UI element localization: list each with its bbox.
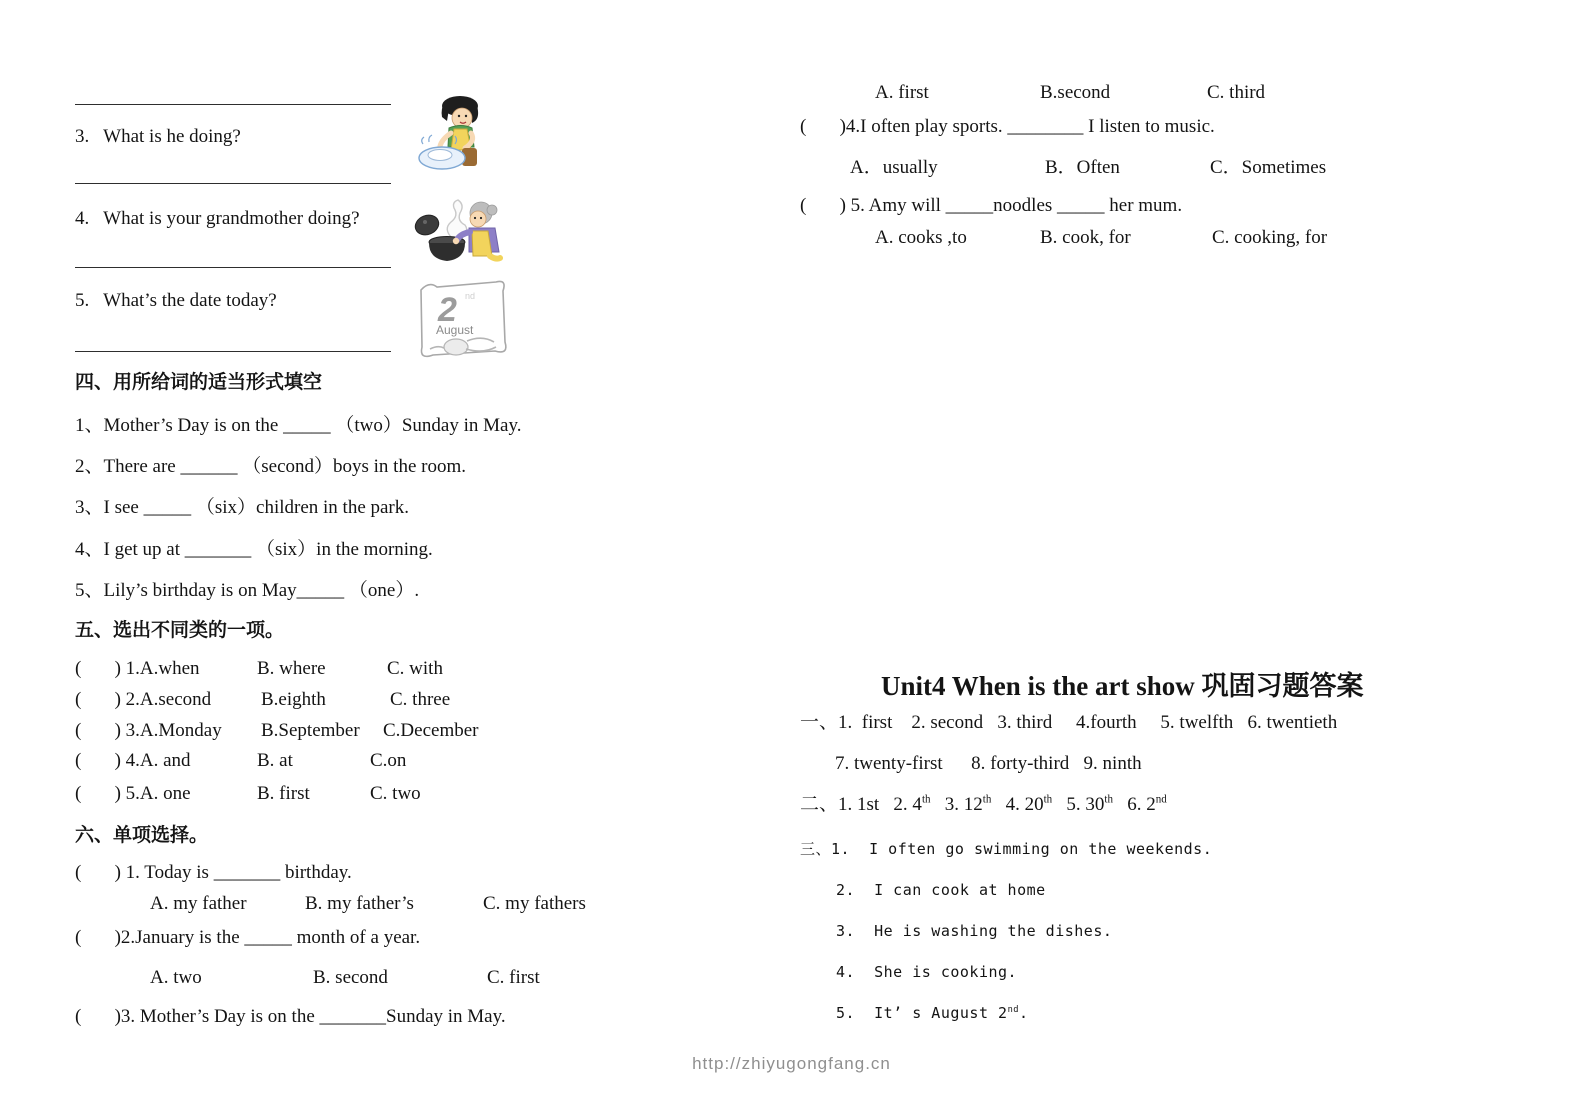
- answer-line: [75, 104, 391, 105]
- choice-option-a: A. cooks ,to: [875, 227, 967, 248]
- question-6-4: ( )4.I often play sports. ________ I listen to music.: [800, 116, 1215, 137]
- answer-line: [75, 183, 391, 184]
- question-3: 3. What is he doing?: [75, 126, 241, 147]
- choice-option-c: C.on: [370, 750, 407, 771]
- choice-option-c: C. cooking, for: [1212, 227, 1328, 248]
- exercise-item: 1、Mother’s Day is on the _____ （two）Sunday in May.: [75, 415, 522, 436]
- choice-option-a: ( ) 1.A.when: [75, 658, 200, 679]
- answer-line-3-5: 5. It’ s August 2nd.: [836, 1004, 1029, 1022]
- exercise-item: 5、Lily’s birthday is on May_____ （one）.: [75, 580, 420, 601]
- answer-line-1b: 7. twenty-first 8. forty-third 9. ninth: [835, 753, 1142, 774]
- calendar-illustration: [410, 277, 514, 363]
- choice-option-a: A. my father: [150, 893, 247, 914]
- choice-option-a: ( ) 4.A. and: [75, 750, 191, 771]
- choice-option-b: B. where: [257, 658, 326, 679]
- section4-heading: 四、用所给词的适当形式填空: [75, 372, 323, 393]
- choice-option-b: B．Often: [1045, 157, 1120, 178]
- choice-option-b: B. first: [257, 783, 310, 804]
- question-6-2: ( )2.January is the _____ month of a year.: [75, 927, 421, 948]
- answer-line: [75, 267, 391, 268]
- section6-heading: 六、单项选择。: [75, 825, 209, 846]
- exercise-item: 2、There are ______ （second）boys in the room.: [75, 456, 466, 477]
- answer-line-2: 二、1. 1st 2. 4th 3. 12th 4. 20th 5. 30th 6. 2nd: [800, 793, 1167, 815]
- choice-option-b: B.second: [1040, 82, 1111, 103]
- answer-line-3-2: 2. I can cook at home: [836, 881, 1046, 899]
- question-5: 5. What’s the date today?: [75, 290, 277, 311]
- answer-line-1a: 一、1. first 2. second 3. third 4.fourth 5. twelfth 6. twentieth: [800, 712, 1338, 733]
- choice-option-a: A. two: [150, 967, 202, 988]
- choice-option-b: B.eighth: [261, 689, 326, 710]
- answer-line-3-1: 三、1. I often go swimming on the weekends.: [800, 840, 1213, 858]
- answer-line-3-4: 4. She is cooking.: [836, 963, 1018, 981]
- calendar-day-suffix: nd: [465, 291, 476, 301]
- boy-washing-dishes-illustration: [415, 92, 505, 184]
- choice-row: [800, 226, 1420, 346]
- answer-line: [75, 351, 391, 352]
- choice-option-c: C.December: [383, 720, 479, 741]
- choice-option-a: ( ) 3.A.Monday: [75, 720, 222, 741]
- grandmother-cooking-illustration: [412, 198, 506, 270]
- choice-option-a: ( ) 5.A. one: [75, 783, 191, 804]
- choice-option-b: B. second: [313, 967, 388, 988]
- choice-option-a: A. first: [875, 82, 929, 103]
- choice-option-c: C. three: [390, 689, 451, 710]
- calendar-day: 2: [438, 291, 457, 329]
- choice-option-b: B.September: [261, 720, 360, 741]
- exercise-item: 4、I get up at _______ （six）in the morning.: [75, 539, 433, 560]
- choice-option-a: ( ) 2.A.second: [75, 689, 212, 710]
- question-4: 4. What is your grandmother doing?: [75, 208, 360, 229]
- question-6-3: ( )3. Mother’s Day is on the _______Sunday in May.: [75, 1006, 506, 1027]
- calendar-month: August: [436, 323, 474, 337]
- choice-option-a: A．usually: [850, 157, 938, 178]
- choice-option-b: B. cook, for: [1040, 227, 1131, 248]
- choice-option-b: B. my father’s: [305, 893, 414, 914]
- choice-option-c: C. my fathers: [483, 893, 586, 914]
- choice-option-c: C. with: [387, 658, 443, 679]
- footer-url: http://zhiyugongfang.cn: [692, 1054, 891, 1073]
- question-6-5: ( ) 5. Amy will _____noodles _____ her mum.: [800, 195, 1183, 216]
- exercise-item: 3、I see _____ （six）children in the park.: [75, 497, 410, 518]
- choice-option-c: C. two: [370, 783, 421, 804]
- choice-option-c: C. first: [487, 967, 540, 988]
- choice-option-b: B. at: [257, 750, 293, 771]
- answer-key-title: Unit4 When is the art show 巩固习题答案: [881, 671, 1364, 701]
- answer-line-3-3: 3. He is washing the dishes.: [836, 922, 1113, 940]
- section5-heading: 五、选出不同类的一项。: [75, 620, 285, 641]
- choice-option-c: C．Sometimes: [1210, 157, 1327, 178]
- choice-option-c: C. third: [1207, 82, 1266, 103]
- question-6-1: ( ) 1. Today is _______ birthday.: [75, 862, 352, 883]
